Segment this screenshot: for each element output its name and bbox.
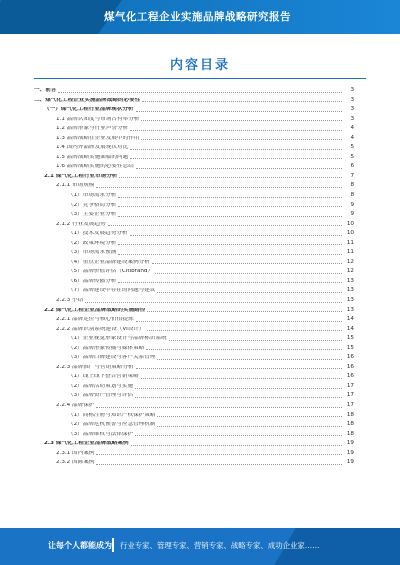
toc-entry-label: （1）企业视觉形象设计与品牌标识系统 [68,336,167,342]
toc-leader-dots [142,101,342,102]
toc-entry-label: （7）品牌建设中存在的问题与建议 [68,288,156,294]
toc-entry-label: （2）品牌活动策划与实施 [68,383,134,389]
toc-entry-label: 1.6 品牌战略实施的必要性总结 [56,164,134,170]
toc-entry-label: 1.1 品牌认知度与市场占有率分析 [56,116,140,122]
toc-entry[interactable] [34,456,354,466]
toc-leader-dots [147,330,342,331]
toc-entry-label: 2.1.2 行业发展趋势 [56,221,106,227]
toc-leader-dots [141,120,342,121]
toc-entry-page: 19 [346,449,354,456]
toc-entry-label: 2.3.2 国际案例 [56,460,95,466]
toc-entry-label: 1.2 品牌形象与行业声誉分析 [56,126,129,132]
toc-entry[interactable] [34,170,354,180]
toc-entry-page: 13 [346,296,354,303]
toc-entry-page: 16 [346,373,354,380]
toc-entry[interactable] [34,275,354,285]
toc-entry-label: （1）市场需求分析 [68,192,117,198]
toc-entry-page: 18 [346,421,354,428]
toc-entry-label: （2）竞争格局分析 [68,202,117,208]
toc-entry[interactable] [34,428,354,438]
toc-leader-dots [136,321,342,322]
toc-leader-dots [141,378,342,379]
toc-entry-label: （2）品牌形象传播与媒体策略 [68,345,145,351]
toc-leader-dots [130,149,342,150]
toc-entry-label: 2.2.3 小结 [56,297,84,303]
footer-banner [0,528,400,565]
toc-entry[interactable] [34,246,354,256]
toc-entry-page: 16 [346,363,354,370]
toc-entry[interactable] [34,323,354,333]
header-banner [0,0,400,34]
toc-leader-dots [135,435,342,436]
toc-entry-label: （3）主要企业分析 [68,212,117,218]
toc-entry-page: 15 [346,335,354,342]
toc-entry[interactable] [34,103,354,113]
toc-entry-page: 11 [346,249,354,256]
toc-entry[interactable] [34,237,354,247]
toc-leader-dots [119,177,342,178]
toc-leader-dots [96,454,342,455]
toc-entry[interactable] [34,409,354,419]
toc-entry-label: 2.2.2 品牌识别系统建设（VI设计） [56,326,145,332]
toc-leader-dots [130,158,342,159]
toc-entry-page: 11 [346,239,354,246]
toc-leader-dots [96,407,342,408]
toc-entry-label: 2.2.3 品牌推广与营销策略分析 [56,364,134,370]
toc-leader-dots [118,254,342,255]
toc-leader-dots [118,282,342,283]
toc-leader-dots [157,416,342,417]
toc-entry-page: 17 [346,392,354,399]
toc-entry-page: 17 [346,382,354,389]
toc-entry-label: 二、煤气化工程企业实施品牌战略的必要性 [34,97,141,103]
toc-entry[interactable] [34,313,354,323]
toc-leader-dots [130,130,342,131]
toc-leader-dots [157,426,342,427]
toc-leader-dots [131,445,342,446]
toc-entry[interactable] [34,160,354,170]
toc-entry-label: 2.1.1 市场规模 [56,183,95,189]
toc-leader-dots [155,273,342,274]
toc-leader-dots [118,197,342,198]
toc-entry-label: 2.2.4 品牌保护 [56,403,95,408]
toc-entry-label: （3）市场需求预测 [68,250,117,256]
toc-entry-page: 8 [350,191,354,198]
toc-entry-label: （一）煤气化工程行业品牌现状分析 [44,107,134,113]
toc-leader-dots [85,302,342,303]
toc-entry-label: （6）品牌传播分析 [68,278,117,284]
toc-entry[interactable] [34,208,354,218]
toc-entry-label: 1.3 品牌战略在企业发展中的作用 [56,135,140,141]
toc-entry-label: 2.3 煤气化工程企业品牌战略案例 [44,441,129,447]
toc-entry-label: （5）品牌价值评估（Citibrand） [68,269,154,275]
toc-leader-dots [136,111,342,112]
toc-entry-page: 18 [346,411,354,418]
toc-entry[interactable] [34,437,354,447]
toc-entry[interactable] [34,132,354,142]
toc-leader-dots [157,359,342,360]
toc-entry[interactable] [34,179,354,189]
toc-leader-dots [136,168,342,169]
document-title: 煤气化工程企业实施品牌战略研究报告 [104,11,291,23]
toc-entry-page: 7 [350,172,354,179]
toc-entry-label: （2）品牌危机预警与应急管理机制 [68,422,156,428]
toc-entry[interactable] [34,418,354,428]
toc-entry[interactable] [34,199,354,209]
footer-separator [112,538,114,552]
toc-leader-dots [58,92,342,93]
toc-entry-label: （1）商标注册与知识产权保护策略 [68,412,156,418]
toc-entry-label: （3）品牌口碑建设与客户关系管理 [68,355,156,361]
toc-leader-dots [130,235,343,236]
toc-entry[interactable] [34,94,354,104]
toc-entry[interactable] [34,332,354,342]
footer-tagline: 行业专家、管理专家、营销专家、战略专家、成功企业家…… [120,541,320,550]
toc-entry[interactable] [34,390,354,400]
toc-entry-page: 19 [346,440,354,447]
toc-entry-page: 17 [346,402,354,408]
footer-slogan: 让每个人都能成为 [48,541,112,550]
toc-leader-dots [118,216,342,217]
toc-entry-label: （3）品牌维权与法律保护 [68,431,134,437]
toc-entry[interactable] [34,380,354,390]
toc-entry[interactable] [34,265,354,275]
toc-entry-label: （1）技术发展趋势分析 [68,231,128,237]
toc-leader-dots [118,244,342,245]
toc-entry-page: 14 [346,316,354,323]
toc-entry-page: 9 [350,201,354,208]
toc-entry-page: 13 [346,277,354,284]
toc-entry-page: 13 [346,287,354,294]
toc-entry-page: 5 [350,144,354,151]
toc-entry-page: 13 [346,306,354,313]
toc-leader-dots [141,139,342,140]
toc-entry[interactable] [34,122,354,132]
toc-entry-label: （4）重点企业品牌建设案例分析 [68,259,150,265]
toc-entry-label: 1.5 品牌战略实施面临的问题 [56,154,129,160]
toc-entry-label: 2.1 煤气化工程行业市场分析 [44,173,118,179]
toc-entry[interactable] [34,141,354,151]
toc-entry[interactable] [34,189,354,199]
toc-leader-dots [157,292,342,293]
toc-divider [34,78,366,79]
toc-entry[interactable] [34,113,354,123]
toc-leader-dots [135,388,342,389]
toc-entry-label: （3）品牌资产管理与评估 [68,393,134,399]
toc-entry[interactable] [34,351,354,361]
toc-leader-dots [135,397,342,398]
toc-entry-page: 19 [346,459,354,466]
toc-entry-page: 12 [346,258,354,265]
toc-leader-dots [96,464,342,465]
toc-leader-dots [108,225,342,226]
toc-leader-dots [118,206,342,207]
toc-entry-page: 6 [350,163,354,170]
toc-entry-page: 9 [350,211,354,218]
toc-entry[interactable] [34,342,354,352]
toc-entry[interactable] [34,304,354,314]
toc-leader-dots [96,187,342,188]
toc-entry-label: （1）线上线下整合营销策略 [68,374,139,380]
toc-entry-label: 2.2 煤气化工程企业品牌战略的实施路径 [44,307,146,313]
toc-entry-page: 3 [350,96,354,103]
toc-entry-page: 3 [350,115,354,122]
toc-entry-page: 10 [346,230,354,237]
toc-entry-page: 14 [346,325,354,332]
toc-entry[interactable] [34,399,354,409]
toc-entry-page: 12 [346,268,354,275]
toc-entry-label: 2.3.1 国内案例 [56,450,95,456]
toc-entry-page: 10 [346,220,354,227]
toc-entry-page: 16 [346,354,354,361]
toc-leader-dots [147,311,342,312]
toc-entry-page: 8 [350,182,354,189]
toc-entry-page: 4 [350,134,354,141]
table-of-contents [34,84,354,524]
toc-entry-label: （2）政策环境分析 [68,240,117,246]
toc-entry-page: 3 [350,106,354,113]
toc-entry[interactable] [34,256,354,266]
toc-entry-label: 1.4 国内外品牌发展现状对比 [56,145,129,151]
toc-entry[interactable] [34,284,354,294]
toc-entry[interactable] [34,447,354,457]
toc-entry[interactable] [34,218,354,228]
toc-entry-page: 15 [346,344,354,351]
toc-leader-dots [146,349,342,350]
toc-entry[interactable] [34,294,354,304]
toc-entry-label: 2.2.1 品牌定位与核心价值提炼 [56,317,134,323]
toc-entry[interactable] [34,84,354,94]
toc-entry[interactable] [34,361,354,371]
toc-leader-dots [169,340,342,341]
toc-entry[interactable] [34,151,354,161]
toc-heading: 内容目录 [169,58,230,73]
toc-entry-label: 一、前言 [34,87,57,93]
toc-entry-page: 18 [346,430,354,437]
toc-leader-dots [136,368,342,369]
toc-leader-dots [152,263,342,264]
toc-entry-page: 5 [350,153,354,160]
toc-entry-page: 3 [350,86,354,93]
toc-entry-page: 4 [350,125,354,132]
toc-entry[interactable] [34,227,354,237]
toc-entry[interactable] [34,370,354,380]
